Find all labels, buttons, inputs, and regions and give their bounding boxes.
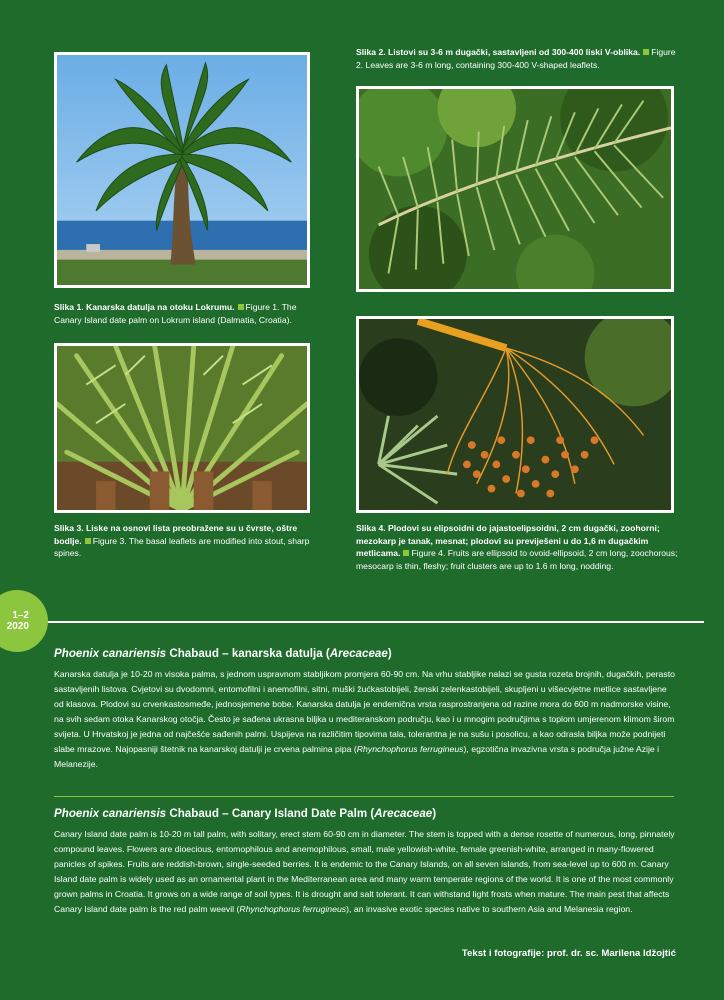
figure-1-caption: Slika 1. Kanarska datulja na otoku Lokrumu. Figure 1. The Canary Island date palm on Lokrum island (Dalmatia, Croatia). xyxy=(54,302,297,325)
figure-3-caption: Slika 3. Liske na osnovi lista preobražene su u čvrste, oštre bodlje. Figure 3. The basal leaflets are modified into stout, sharp spines. xyxy=(54,523,310,558)
caption-marker-icon xyxy=(403,550,409,556)
section-divider xyxy=(40,621,704,623)
caption-marker-icon xyxy=(238,304,244,310)
issue-badge xyxy=(0,590,48,652)
caption-marker-icon xyxy=(85,538,91,544)
figure-2-photo xyxy=(356,86,674,292)
issue-year: 2020 xyxy=(6,621,29,632)
caption-marker-icon xyxy=(643,49,649,55)
figure-2-caption: Slika 2. Listovi su 3-6 m dugački, sastavljeni od 300-400 liski V-oblika. Figure 2. Leaves are 3-6 m long, containing 300-400 V-shaped leaflets. xyxy=(356,47,676,70)
issue-number: 1–2 xyxy=(12,610,29,621)
english-description: Canary Island date palm is 10-20 m tall palm, with solitary, erect stem 60-90 cm in diameter. The stem is topped with a dense rosette of numerous, long, pinnately compound leaves. Flowers are dioecious, entomophilous and anemophilous, small, male yellowish-white, female greenish-white, arranged in many-flowered panicles of spikes. Fruits are reddish-brown, single-seeded berries. It is endemic to the Canary Islands, on all seven islands, from sea-level up to 600 m. Canary Island date palm is widely used as an ornamental plant in the Mediterranean area and many warm temperate regions of the world. It is one of the most commonly grown palms in Croatia. It grows on a wide range of soil types. It is drought and salt tolerant. It can withstand light frosts when mature. The main pest that affects Canary Island date palm is the red palm weevil (Rhynchophorus ferrugineus), an invasive exotic species native to southern Asia and Melanesia region. xyxy=(54,829,675,914)
figure-4-caption: Slika 4. Plodovi su elipsoidni do jajastoelipsoidni, 2 cm dugački, zoohorni; mezokarp je tanak, mesnat; plodovi su previješeni u do 1,6 m dugačkim metlicama. Figure 4. Fruits are ellipsoid to ovoid-ellipsoid, 2 cm long, zoochorous; mesocarp is thin, fleshy; fruit clusters are up to 1.6 m long, nodding. xyxy=(356,523,678,571)
figure-3-photo xyxy=(54,343,310,513)
figure-4-photo xyxy=(356,316,674,513)
english-heading: Phoenix canariensis Chabaud – Canary Island Date Palm (Arecaceae) xyxy=(54,807,437,820)
language-divider xyxy=(54,796,674,797)
author-credit: Tekst i fotografije: prof. dr. sc. Marilena Idžojtić xyxy=(461,948,676,959)
croatian-heading: Phoenix canariensis Chabaud – kanarska datulja (Arecaceae) xyxy=(54,647,392,660)
croatian-description: Kanarska datulja je 10-20 m visoka palma, s jednom uspravnom stabljikom promjera 60-90 cm. Na vrhu stabljike nalazi se gusta rozeta brojnih, dugačkih, perasto sastavljenih listova. Cvjetovi su dvodomni, entomofilni i anemofilni, sitni, muški žućkastobijeli, ženski zelenkastobijeli, skupljeni u višecvjetne metlice sastavljene od klasova. Plodovi su crvenkastosmeđe, jednosjemene bobe. Kanarska datulja je endemična vrsta rasprostranjena od razine mora do 600 m nadmorske visine, na svih sedam otoka Kanarskog otočja. Često je sađena ukrasna biljka u mediteranskom području, kao i u mnogim područjima s toplom umjerenom klimom širom svijeta. U Hrvatskoj je jedna od najčešće sađenih palmi. Uspijeva na različitim tipovima tala, tolerantna je na sušu i posolicu, a kao odrasla biljka može podnijeti slabe mrazove. Najopasniji štetnik na kanarskoj datulji je crvena palmina pipa (Rhynchophorus ferrugineus), egzotična invazivna vrsta s područja južne Azije i Melanezije. xyxy=(54,669,675,769)
figure-1-photo xyxy=(54,52,310,288)
